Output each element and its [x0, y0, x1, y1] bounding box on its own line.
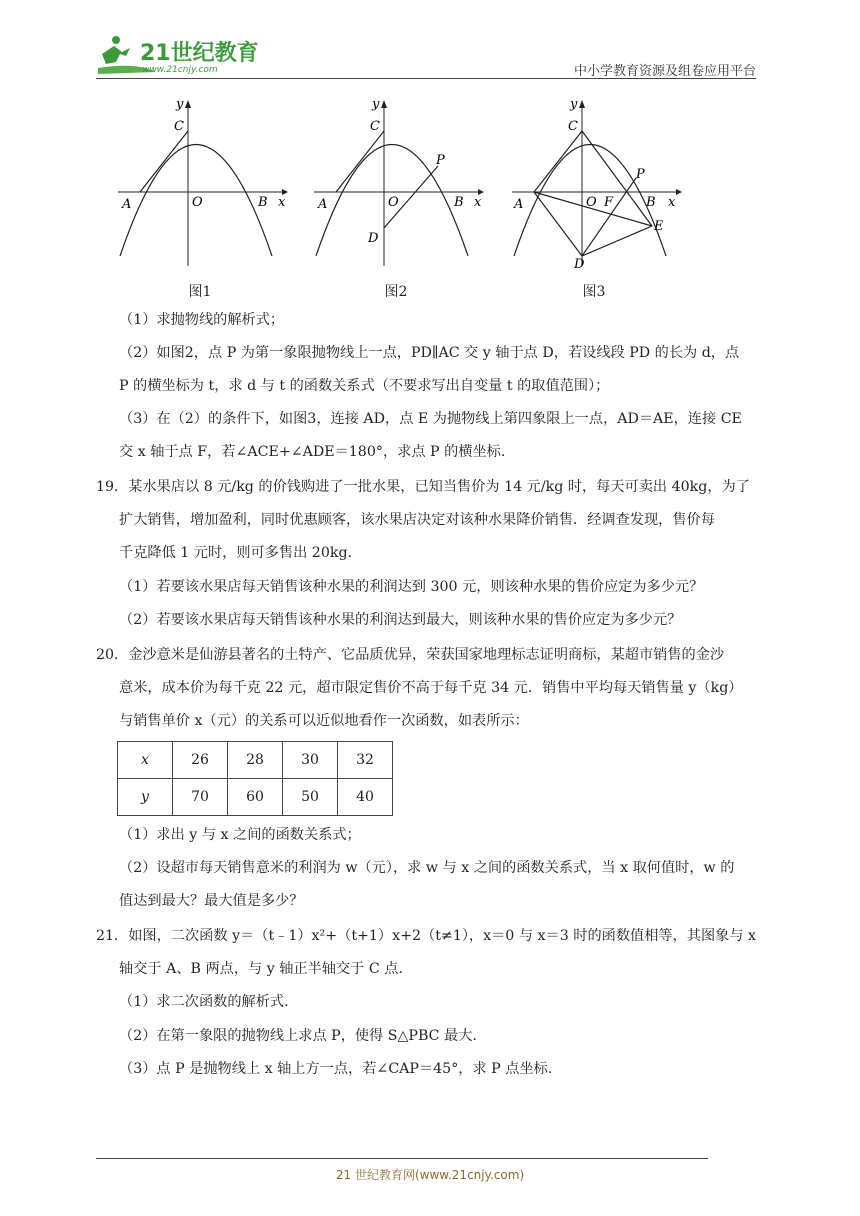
fig2-label-d: D	[368, 231, 379, 246]
fig1-label-x: x	[278, 195, 286, 210]
table-cell: 50	[283, 779, 338, 816]
header-divider	[96, 78, 756, 79]
q18-part2-line2: P 的横坐标为 t，求 d 与 t 的函数关系式（不要求写出自变量 t 的取值范围）；	[119, 378, 610, 394]
q19-line1: 19．某水果店以 8 元/kg 的价钱购进了一批水果，已知当售价为 14 元/kg 时，每天可卖出 40kg，为了	[96, 479, 750, 495]
q20-part2-line2: 值达到最大？最大值是多少？	[119, 893, 304, 909]
figure-3-graph	[504, 96, 684, 276]
fig3-label-y: y	[570, 97, 578, 112]
q20-line1: 20．金沙意米是仙游县著名的土特产、它品质优异，荣获国家地理标志证明商标，某超市销售的金沙	[96, 647, 725, 663]
fig3-label-p: P	[636, 167, 645, 182]
q20-table	[117, 741, 393, 816]
fig3-label-d: D	[574, 257, 585, 272]
q18-part1: （1）求抛物线的解析式；	[119, 312, 285, 328]
q21-part2: （2）在第一象限的抛物线上求点 P，使得 S△PBC 最大.	[119, 1028, 477, 1044]
figure-1	[110, 96, 290, 301]
fig2-label-b: B	[454, 195, 464, 210]
fig3-label-e: E	[654, 219, 664, 234]
q19-line2: 扩大销售，增加盈利，同时优惠顾客，该水果店决定对该种水果降价销售．经调查发现，售价每	[119, 512, 715, 528]
table-cell: 70	[173, 779, 228, 816]
footer-text[interactable]: 21 世纪教育网(www.21cnjy.com)	[335, 1168, 525, 1182]
fig2-label-a: A	[318, 197, 328, 212]
figure-2-caption: 图2	[384, 284, 408, 300]
q21-line2: 轴交于 A、B 两点，与 y 轴正半轴交于 C 点.	[119, 961, 403, 977]
fig2-label-o: O	[388, 195, 399, 210]
table-cell: y	[118, 779, 173, 816]
q21-part3: （3）点 P 是抛物线上 x 轴上方一点，若∠CAP＝45°，求 P 点坐标.	[119, 1061, 553, 1077]
fig2-label-c: C	[370, 119, 380, 134]
logo-text: 21世纪教育	[140, 41, 259, 66]
fig1-label-o: O	[192, 195, 203, 210]
figure-1-caption: 图1	[188, 284, 212, 300]
table-cell: 30	[283, 742, 338, 779]
table-cell: 28	[228, 742, 283, 779]
q18-part3-line1: （3）在（2）的条件下，如图3，连接 AD，点 E 为抛物线上第四象限上一点，AD＝AE，连接 CE	[119, 411, 742, 427]
logo-url: www.21cnjy.com	[142, 65, 218, 75]
fig3-label-f: F	[604, 195, 614, 210]
q20-part1: （1）求出 y 与 x 之间的函数关系式；	[119, 827, 361, 843]
figures-row	[110, 96, 710, 301]
figure-2-graph	[306, 96, 486, 276]
table-cell: x	[118, 742, 173, 779]
q19-part2: （2）若要该水果店每天销售该种水果的利润达到最大，则该种水果的售价应定为多少元？	[119, 612, 682, 628]
fig1-label-y: y	[176, 97, 184, 112]
q19-part1: （1）若要该水果店每天销售该种水果的利润达到 300 元，则该种水果的售价应定为多少元？	[119, 579, 704, 595]
fig1-label-b: B	[258, 195, 268, 210]
table-cell: 40	[338, 779, 393, 816]
table-row	[118, 742, 393, 779]
q20-line3: 与销售单价 x（元）的关系可以近似地看作一次函数，如表所示：	[119, 713, 529, 729]
fig3-label-c: C	[568, 119, 578, 134]
q21-line1: 21．如图，二次函数 y＝（t﹣1）x²+（t+1）x+2（t≠1），x＝0 与 x＝3 时的函数值相等，其图象与 x	[96, 928, 757, 944]
fig3-label-x: x	[668, 195, 676, 210]
site-logo	[96, 34, 266, 76]
q21-part1: （1）求二次函数的解析式.	[119, 994, 289, 1010]
platform-title: 中小学教育资源及组卷应用平台	[573, 64, 756, 79]
fig3-label-a: A	[514, 197, 524, 212]
fig2-label-x: x	[474, 195, 482, 210]
figure-3-caption: 图3	[582, 284, 606, 300]
page-header	[0, 0, 860, 80]
footer-divider	[96, 1158, 708, 1159]
fig3-label-b: B	[646, 195, 656, 210]
figure-2	[306, 96, 486, 301]
fig1-label-a: A	[122, 197, 132, 212]
q18-part3-line2: 交 x 轴于点 F，若∠ACE+∠ADE＝180°，求点 P 的横坐标.	[119, 444, 506, 460]
figure-3	[504, 96, 684, 301]
q18-part2-line1: （2）如图2，点 P 为第一象限抛物线上一点，PD∥AC 交 y 轴于点 D，若设线段 PD 的长为 d，点	[119, 345, 740, 361]
q20-part2-line1: （2）设超市每天销售意米的利润为 w（元），求 w 与 x 之间的函数关系式，当 x 取何值时，w 的	[119, 860, 735, 876]
fig1-label-c: C	[174, 119, 184, 134]
table-row	[118, 779, 393, 816]
table-cell: 32	[338, 742, 393, 779]
figure-1-graph	[110, 96, 290, 276]
q19-line3: 千克降低 1 元时，则可多售出 20kg.	[119, 545, 353, 561]
q20-line2: 意米，成本价为每千克 22 元，超市限定售价不高于每千克 34 元．销售中平均每天销售量 y（kg）	[119, 680, 743, 696]
fig2-label-p: P	[436, 153, 445, 168]
table-cell: 26	[173, 742, 228, 779]
table-cell: 60	[228, 779, 283, 816]
fig2-label-y: y	[372, 97, 380, 112]
fig3-label-o: O	[586, 195, 597, 210]
